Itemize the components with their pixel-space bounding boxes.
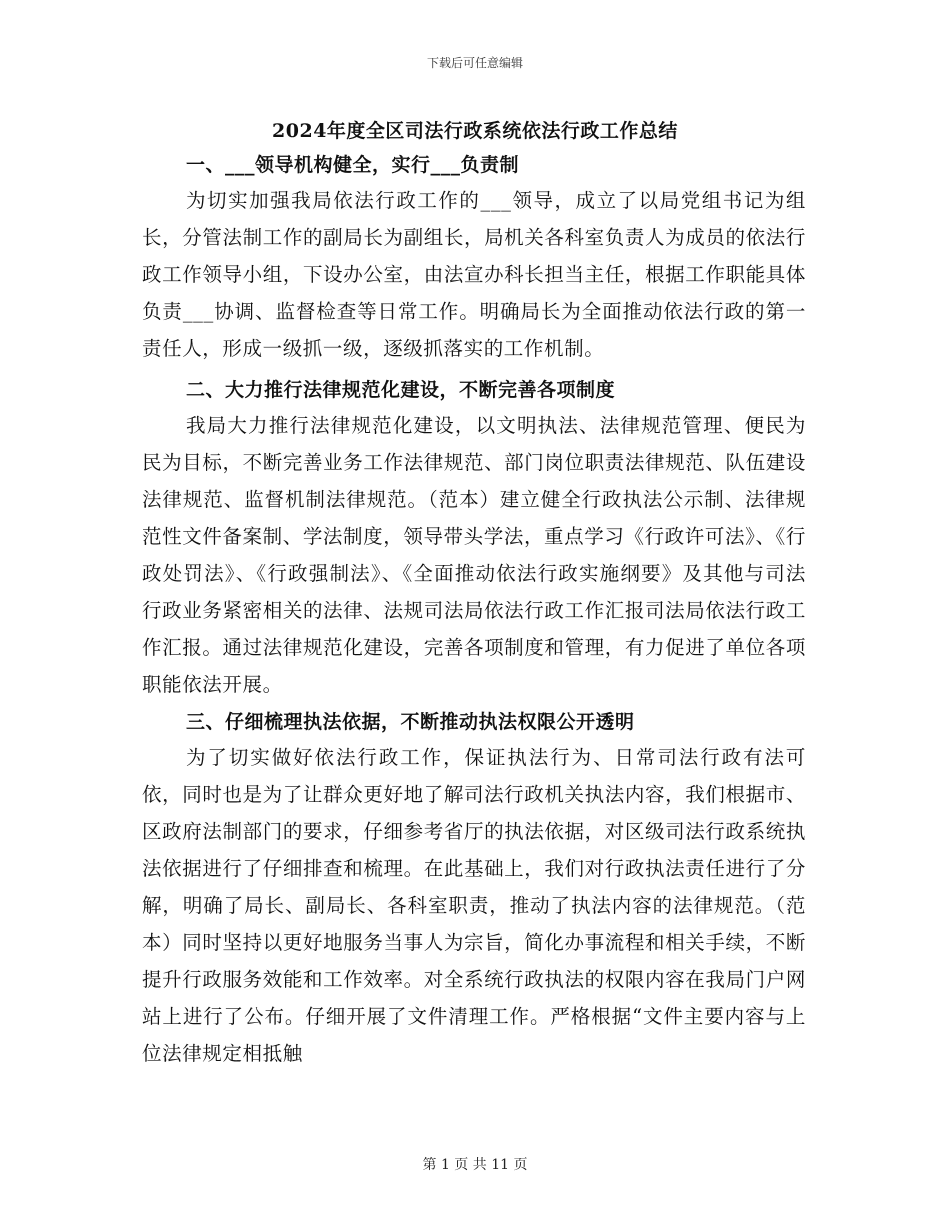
- section-heading-2: 二、大力推行法律规范化建设，不断完善各项制度: [186, 379, 616, 401]
- section-paragraph-2: 我局大力推行法律规范化建设，以文明执法、法律规范管理、便民为民为目标，不断完善业务工作法律规范、部门岗位职责法律规范、队伍建设法律规范、监督机制法律规范。（范本）建立健全行政执法公示制、法律规范性文件备案制、学法制度，领导带头学法，重点学习《行政许可法》、《行政处罚法》、《行政强制法》、《全面推动依法行政实施纲要》及其他与司法行政业务紧密相关的法律、法规司法局依法行政工作汇报司法局依法行政工作汇报。通过法律规范化建设，完善各项制度和管理，有力促进了单位各项职能依法开展。: [142, 414, 806, 696]
- section-paragraph-3: 为了切实做好依法行政工作，保证执法行为、日常司法行政有法可依，同时也是为了让群众更好地了解司法行政机关执法内容，我们根据市、区政府法制部门的要求，仔细参考省厅的执法依据，对区级司法行政系统执法依据进行了仔细排查和梳理。在此基础上，我们对行政执法责任进行了分解，明确了局长、副局长、各科室职责，推动了执法内容的法律规范。（范本）同时坚持以更好地服务当事人为宗旨，简化办事流程和相关手续，不断提升行政服务效能和工作效率。对全系统行政执法的权限内容在我局门户网站上进行了公布。仔细开展了文件清理工作。严格根据“文件主要内容与上位法律规定相抵触: [142, 746, 806, 1065]
- page-number: 第 1 页 共 11 页: [422, 1157, 528, 1173]
- section-heading-1: 一、___领导机构健全，实行___负责制: [186, 154, 520, 176]
- section-heading-3: 三、仔细梳理执法依据，不断推动执法权限公开透明: [186, 711, 635, 733]
- document-title: 2024年度全区司法行政系统依法行政工作总结: [272, 120, 678, 142]
- section-paragraph-1: 为切实加强我局依法行政工作的___领导，成立了以局党组书记为组长，分管法制工作的副局长为副组长，局机关各科室负责人为成员的依法行政工作领导小组，下设办公室，由法宣办科长担当主任，根据工作职能具体负责___协调、监督检查等日常工作。明确局长为全面推动依法行政的第一责任人，形成一级抓一级，逐级抓落实的工作机制。: [142, 189, 806, 360]
- header-note: 下载后可任意编辑: [426, 56, 523, 70]
- document-body: [142, 148, 806, 1072]
